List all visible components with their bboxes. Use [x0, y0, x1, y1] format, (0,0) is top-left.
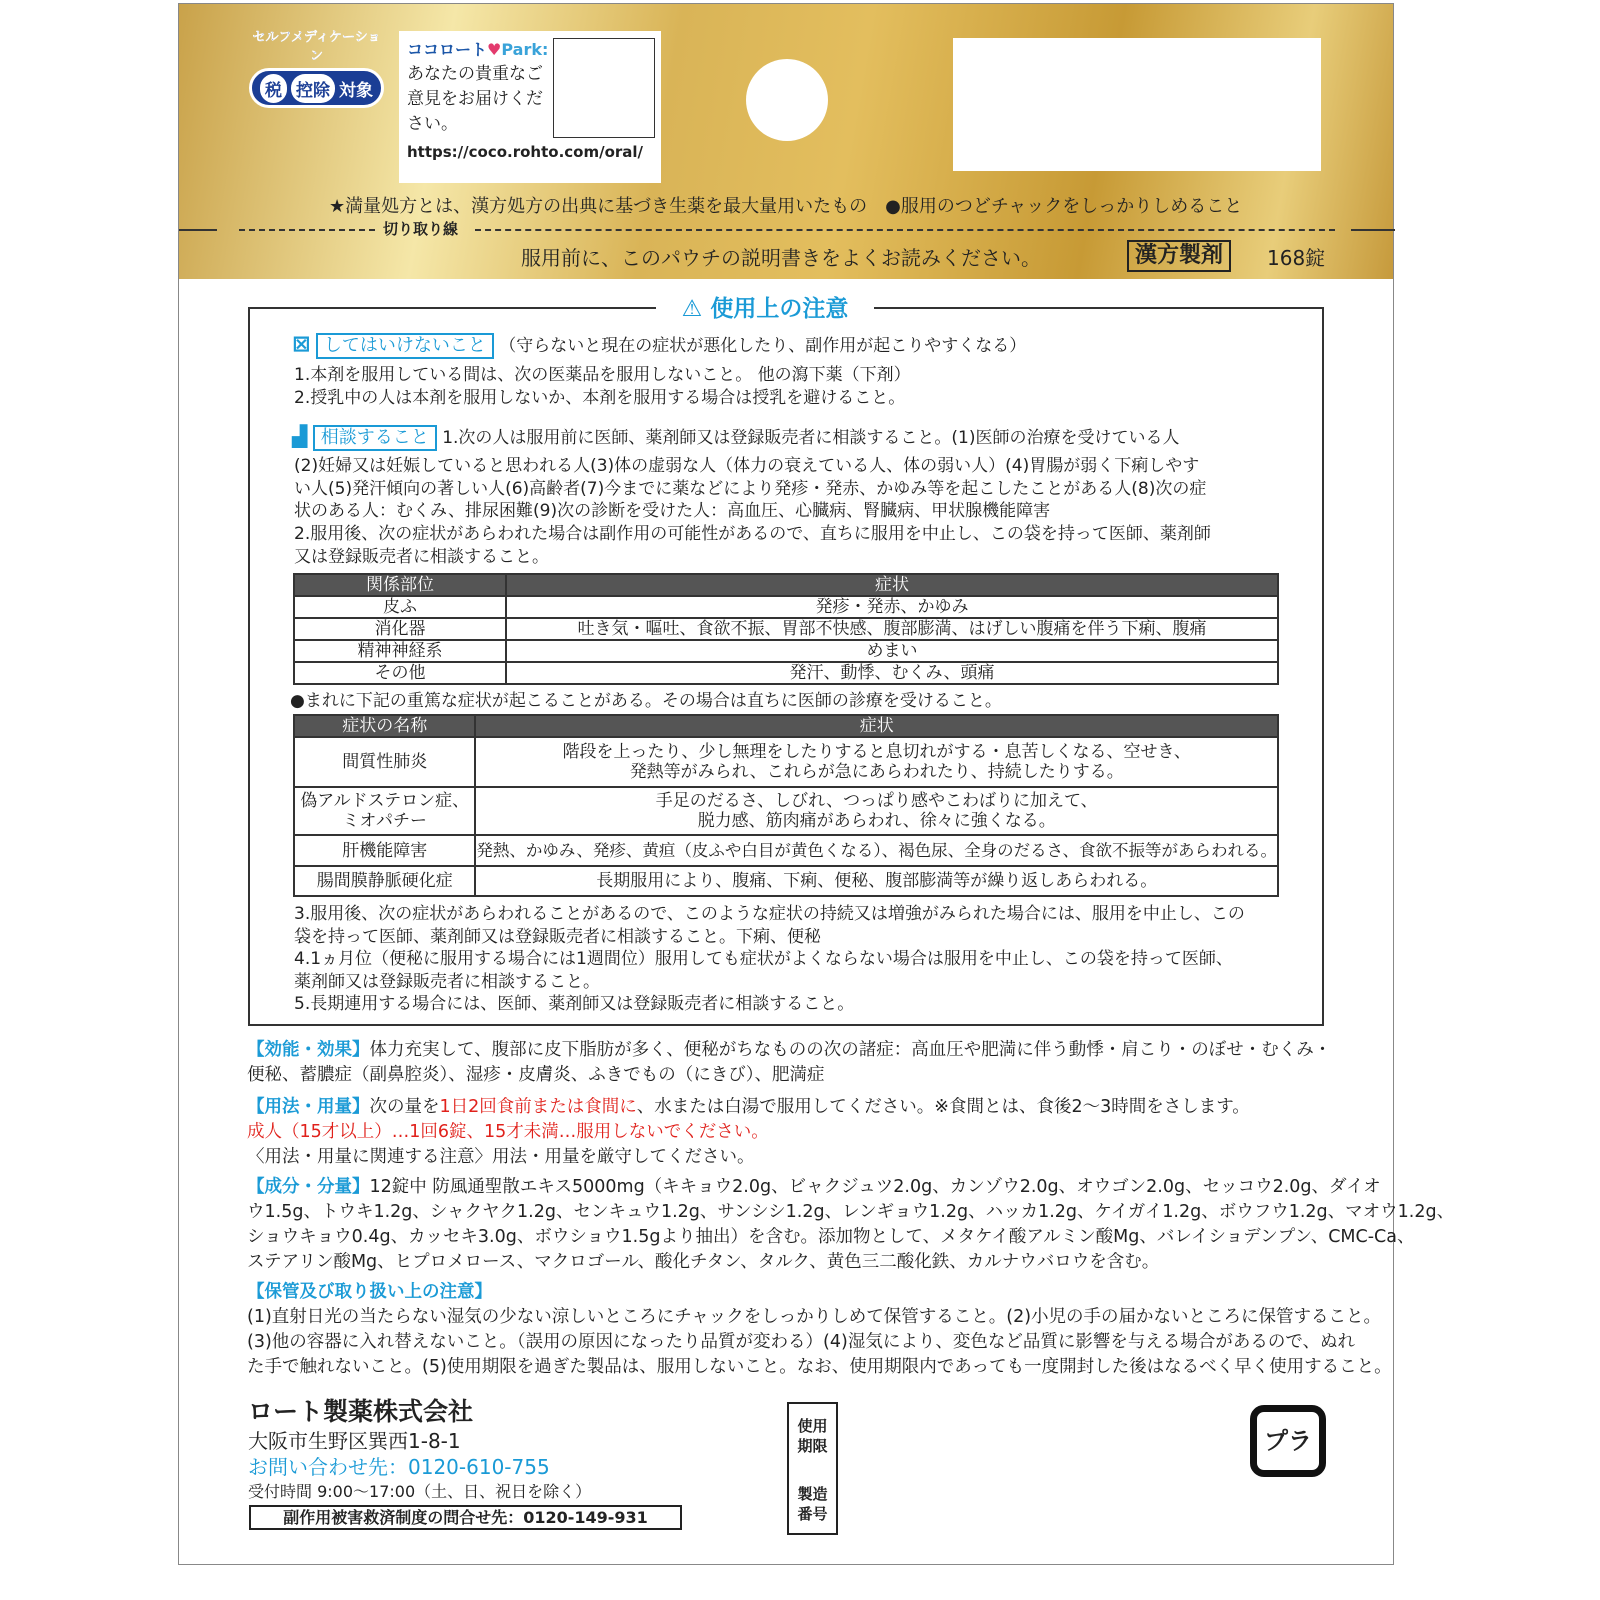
- badge-title: セルフメディケーション: [252, 30, 381, 64]
- warning-icon: ⚠: [681, 296, 703, 322]
- serious-symptoms-table: [293, 714, 1279, 897]
- efficacy-section: 【効能・効果】体力充実して、腹部に皮下脂肪が多く、便秘がちなものの次の諸症：高血圧や肥満に伴う動悸・肩こり・のぼせ・むくみ・ 便秘、蓄膿症（副鼻腔炎）、湿疹・皮膚炎、ふきでもの（にきび）、肥満症: [247, 1040, 1332, 1085]
- table-row: 肝機能障害 発熱、かゆみ、発疹、黄疸（皮ふや白目が黄色くなる）、褐色尿、全身のだるさ、食欲不振等があらわれる。: [294, 835, 1278, 866]
- side-effects-table: [293, 573, 1279, 685]
- table-row: 腸間膜静脈硬化症 長期服用により、腹痛、下痢、便秘、腹部膨満等が繰り返しあらわれる。: [294, 866, 1278, 896]
- blank-label-area: [953, 38, 1321, 171]
- dont-label: してはいけないこと: [316, 333, 494, 359]
- cut-line: [179, 218, 1395, 238]
- dont-note: （守らないと現在の症状が悪化したり、副作用が起こりやすくなる）: [499, 336, 1027, 356]
- dosage-section: 【用法・用量】次の量を1日2回食前または食間に、水または白湯で服用してください。※食間とは、食後2～3時間をさします。 成人（15才以上）…1回6錠、15才未満…服用しないでください。 〈用法・用量に関連する注意〉用法・用量を厳守してください。: [247, 1097, 1250, 1167]
- badge-target: 対象: [339, 80, 373, 101]
- serious-note: ●まれに下記の重篤な症状が起こることがある。その場合は直ちに医師の診療を受けること。: [290, 691, 1002, 711]
- table-row: 偽アルドステロン症、 ミオパチー 手足のだるさ、しびれ、つっぱり感やこわばりに加えて、 脱力感、筋肉痛があらわれ、徐々に強くなる。: [294, 787, 1278, 835]
- consult-text: 状のある人：むくみ、排尿困難(9)次の診断を受けた人：高血圧、心臓病、腎臓病、甲状腺機能障害: [294, 501, 1051, 521]
- table-header: 症状: [475, 715, 1278, 737]
- consult-section: [292, 425, 1180, 451]
- read-before-note: 服用前に、このパウチの説明書きをよくお読みください。: [521, 246, 1041, 270]
- dont-section: [292, 333, 1026, 359]
- caution-title: ⚠ 使用上の注意: [656, 290, 874, 323]
- gold-header: [179, 4, 1393, 279]
- formula-note: ★満量処方とは、漢方処方の出典に基づき生薬を最大量用いたもの ●服用のつどチャックをしっかりしめること: [329, 196, 1243, 217]
- caution-item-3: 袋を持って医師、薬剤師又は登録販売者に相談すること。下痢、便秘: [294, 927, 821, 947]
- self-medication-tax-badge: [249, 26, 384, 101]
- kampo-label: 漢方製剤: [1127, 240, 1231, 272]
- table-header: 症状: [506, 574, 1278, 596]
- table-row: 間質性肺炎 階段を上ったり、少し無理をしたりすると息切れがする・息苦しくなる、空せき、 発熱等がみられ、これらが急にあらわれたり、持続したりする。: [294, 737, 1278, 787]
- dont-item-1: 1.本剤を服用している間は、次の医薬品を服用しないこと。 他の瀉下薬（下剤）: [294, 365, 911, 385]
- company-address: 大阪市生野区巽西1-8-1: [248, 1429, 461, 1453]
- consult-text: 1.次の人は服用前に医師、薬剤師又は登録販売者に相談すること。(1)医師の治療を受けている人: [442, 428, 1180, 448]
- hang-hole: [746, 59, 828, 141]
- expiry-lot-box: [787, 1402, 838, 1535]
- table-header: 関係部位: [294, 574, 506, 596]
- table-header: 症状の名称: [294, 715, 475, 737]
- consult-label: 相談すること: [313, 425, 437, 451]
- storage-section: 【保管及び取り扱い上の注意】 (1)直射日光の当たらない湿気の少ない涼しいところにチャックをしっかりしめて保管すること。(2)小児の手の届かないところに保管すること。 (3)他の容器に入れ替えないこと。（誤用の原因になったり品質が変わる）(4)湿気により、変色など品質に影響を与える場合があるので、ぬれ た手で触れないこと。(5)使用期限を過ぎた製品は、服用しないこと。なお、使用期限内であっても一度開封した後はなるべく早く使用すること。: [247, 1282, 1392, 1377]
- lot-label: 製造番号: [797, 1485, 828, 1523]
- caution-item-4: 薬剤師又は登録販売者に相談すること。: [294, 972, 600, 992]
- consult-icon: ▟: [292, 424, 308, 448]
- table-row: 消化器 吐き気・嘔吐、食欲不振、胃部不快感、腹部膨満、はげしい腹痛を伴う下痢、腹痛: [294, 618, 1278, 640]
- caution-item-4: 4.1ヵ月位（便秘に服用する場合には1週間位）服用しても症状がよくならない場合は服用を中止し、この袋を持って医師、: [294, 949, 1233, 969]
- table-row: 皮ふ 発疹・発赤、かゆみ: [294, 596, 1278, 618]
- ingredients-section: 【成分・分量】12錠中 防風通聖散エキス5000mg（キキョウ2.0g、ビャクジュツ2.0g、カンゾウ2.0g、オウゴン2.0g、セッコウ2.0g、ダイオ ウ1.5g、トウキ1.2g、シャクヤク1.2g、センキュウ1.2g、サンシシ1.2g、レンギョウ1.2g、ハッカ1.2g、ケイガイ1.2g、ボウフウ1.2g、マオウ1.2g、 ショウキョウ0.4g、カッセキ3.0g、ボウショウ1.5gより抽出）を含む。添加物として、メタケイ酸アルミン酸Mg、バレイショデンプン、CMC-Ca、 ステアリン酸Mg、ヒプロメロース、マクロゴール、酸化チタン、タルク、黄色三二酸化鉄、カルナウバロウを含む。: [247, 1177, 1455, 1272]
- table-row: その他 発汗、動悸、むくみ、頭痛: [294, 662, 1278, 684]
- cut-line-label: 切り取り線: [383, 220, 459, 238]
- expiry-label: 使用期限: [797, 1417, 828, 1455]
- relief-contact: 副作用被害救済制度の問合せ先：0120-149-931: [249, 1505, 682, 1530]
- prohibited-icon: ⊠: [292, 332, 311, 357]
- badge-tax: 税: [260, 74, 287, 103]
- consult-text: い人(5)発汗傾向の著しい人(6)高齢者(7)今までに薬などにより発疹・発赤、かゆみ等を起こしたことがある人(8)次の症: [294, 479, 1207, 499]
- contact-phone[interactable]: お問い合わせ先：0120-610-755: [248, 1455, 550, 1479]
- table-row: 精神神経系 めまい: [294, 640, 1278, 662]
- company-name: ロート製薬株式会社: [248, 1397, 474, 1426]
- consult-text: 2.服用後、次の症状があらわれた場合は副作用の可能性があるので、直ちに服用を中止し、この袋を持って医師、薬剤師: [294, 524, 1211, 544]
- caution-item-5: 5.長期連用する場合には、医師、薬剤師又は登録販売者に相談すること。: [294, 994, 855, 1014]
- consult-text: (2)妊婦又は妊娠していると思われる人(3)体の虚弱な人（体力の衰えている人、体の弱い人）(4)胃腸が弱く下痢しやす: [294, 456, 1200, 476]
- plastic-recycle-icon: プラ: [1250, 1405, 1326, 1477]
- qr-code-placeholder: [553, 38, 655, 138]
- badge-deduct: 控除: [291, 74, 335, 103]
- park-message: あなたの貴重なご意見をお届けください。: [407, 64, 543, 134]
- contact-hours: 受付時間 9:00～17:00（土、日、祝日を除く）: [248, 1482, 592, 1501]
- park-logo: ココロート♥Park:: [407, 40, 549, 59]
- dont-item-2: 2.授乳中の人は本剤を服用しないか、本剤を服用する場合は授乳を避けること。: [294, 388, 906, 408]
- consult-text: 又は登録販売者に相談すること。: [294, 547, 549, 567]
- tablet-count: 168錠: [1267, 246, 1326, 270]
- caution-item-3: 3.服用後、次の症状があらわれることがあるので、このような症状の持続又は増強がみられた場合には、服用を中止し、この: [294, 904, 1245, 924]
- park-url[interactable]: https://coco.rohto.com/oral/: [407, 143, 644, 161]
